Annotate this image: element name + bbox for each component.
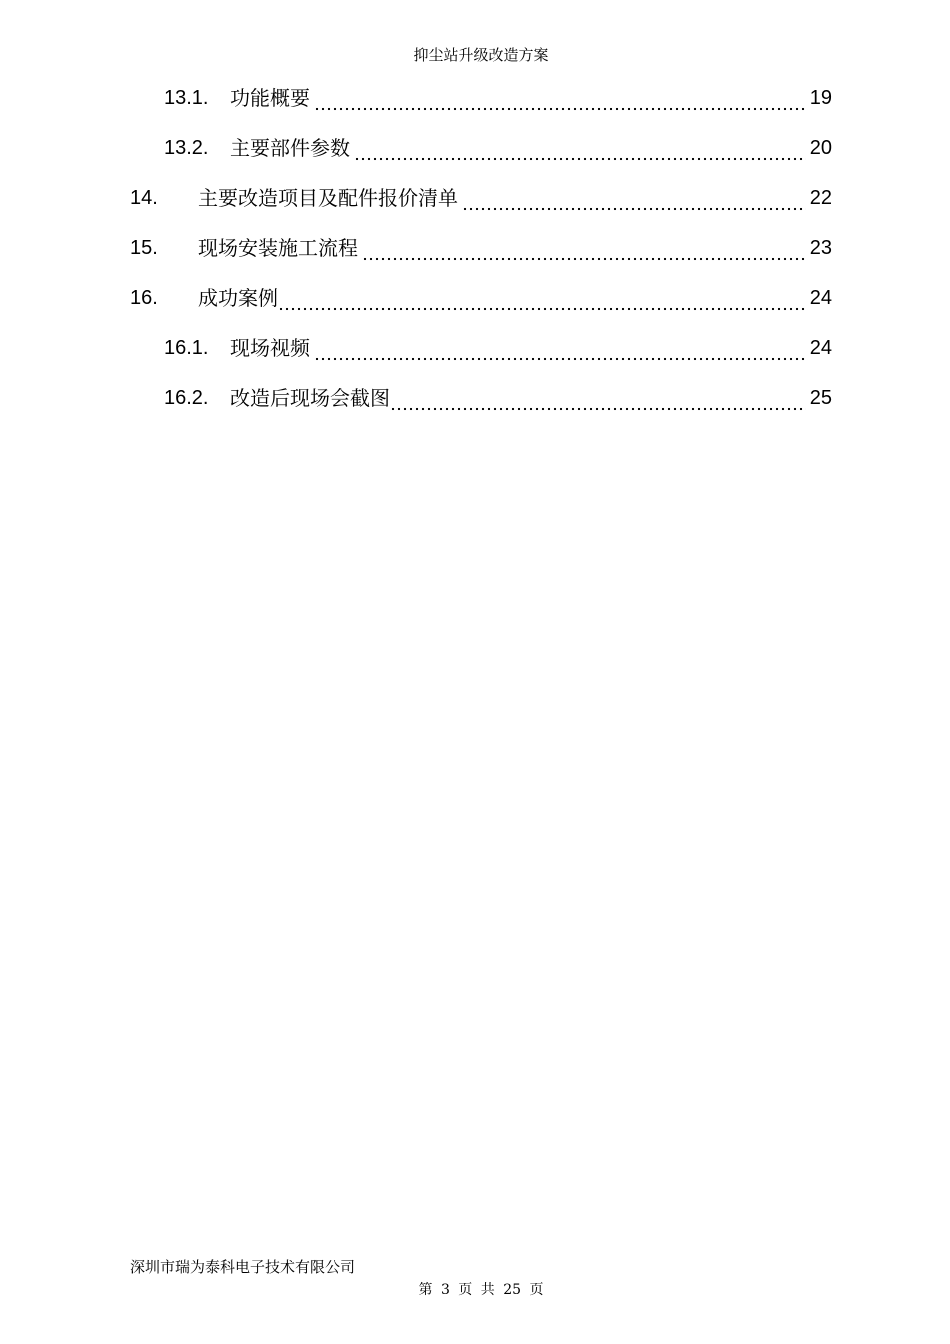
toc-entry-13-2[interactable] bbox=[164, 132, 832, 164]
toc-entry-page: 23 bbox=[809, 237, 832, 259]
toc-entry-title: 现场视频 bbox=[230, 336, 310, 360]
toc-dot-leader bbox=[314, 92, 806, 112]
toc-entry-title: 功能概要 bbox=[230, 86, 310, 110]
toc-dot-leader bbox=[314, 342, 806, 362]
page-header-title: 抑尘站升级改造方案 bbox=[413, 46, 549, 64]
toc-entry-number: 16. bbox=[130, 287, 158, 309]
toc-entry-page: 24 bbox=[809, 287, 832, 309]
toc-entry-number: 15. bbox=[130, 237, 158, 259]
toc-entry-page: 20 bbox=[809, 137, 832, 159]
toc-dot-leader bbox=[362, 242, 806, 262]
toc-entry-15[interactable] bbox=[130, 232, 832, 264]
toc-entry-number: 13.2. bbox=[164, 137, 209, 159]
footer-page-number: 第 3 页 共 25 页 bbox=[418, 1282, 544, 1298]
toc-entry-page: 25 bbox=[809, 387, 832, 409]
toc-entry-title: 主要改造项目及配件报价清单 bbox=[198, 186, 458, 210]
toc-entry-14[interactable] bbox=[130, 182, 832, 214]
toc-entry-title: 成功案例 bbox=[198, 286, 278, 310]
toc-entry-number: 16.1. bbox=[164, 337, 209, 359]
toc-entry-title: 主要部件参数 bbox=[230, 136, 350, 160]
toc-entry-title: 现场安装施工流程 bbox=[198, 236, 358, 260]
toc-entry-page: 22 bbox=[809, 187, 832, 209]
toc-entry-16[interactable] bbox=[130, 282, 832, 314]
toc-dot-leader bbox=[390, 392, 806, 412]
toc-entry-page: 19 bbox=[809, 87, 832, 109]
toc-entry-number: 16.2. bbox=[164, 387, 209, 409]
footer-company-name: 深圳市瑞为泰科电子技术有限公司 bbox=[130, 1258, 356, 1276]
toc-dot-leader bbox=[462, 192, 806, 212]
toc-entry-number: 14. bbox=[130, 187, 158, 209]
toc-entry-16-1[interactable] bbox=[164, 332, 832, 364]
toc-entry-number: 13.1. bbox=[164, 87, 209, 109]
toc-dot-leader bbox=[278, 292, 806, 312]
toc-entry-16-2[interactable] bbox=[164, 382, 832, 414]
toc-entry-page: 24 bbox=[809, 337, 832, 359]
toc-dot-leader bbox=[354, 142, 806, 162]
toc-entry-13-1[interactable] bbox=[164, 82, 832, 114]
toc-entry-title: 改造后现场会截图 bbox=[230, 386, 390, 410]
